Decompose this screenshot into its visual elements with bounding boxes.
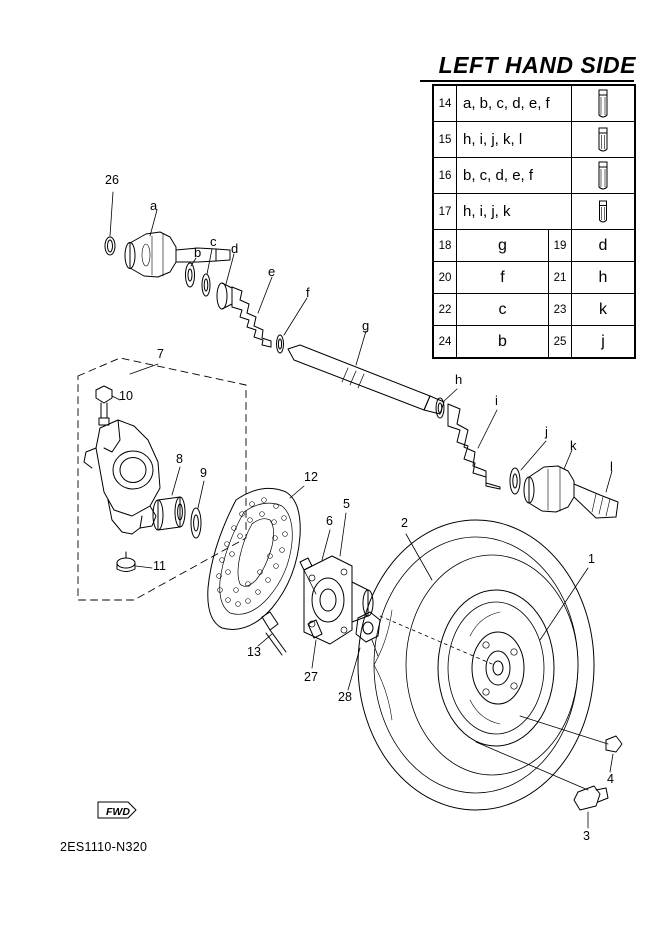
collar-8 [153, 467, 185, 530]
callout-28: 28 [338, 690, 352, 704]
legend-number: 16 [434, 158, 457, 194]
valve-stem-3 [476, 716, 608, 828]
callout-f: f [306, 285, 310, 300]
ball-joint-10 [96, 386, 120, 425]
legend-label: h, i, j, k [457, 194, 572, 230]
wheel-rim-1 [438, 568, 588, 746]
legend-label: h, i, j, k, l [457, 122, 572, 158]
legend-number: 15 [434, 122, 457, 158]
callout-6: 6 [326, 514, 333, 528]
legend-number: 21 [549, 262, 572, 294]
callout-9: 9 [200, 466, 207, 480]
callout-b: b [194, 245, 202, 260]
clamp-d [217, 254, 234, 309]
legend-label: j [572, 326, 635, 358]
bolt-13 [258, 612, 286, 655]
clamp-j [510, 441, 546, 494]
legend-number: 20 [434, 262, 457, 294]
callout-g: g [362, 318, 370, 333]
fwd-badge [96, 800, 138, 828]
callout-j: j [545, 424, 548, 439]
legend-number: 17 [434, 194, 457, 230]
tire-2 [358, 520, 594, 810]
callout-d: d [231, 241, 239, 256]
legend-label: d [572, 230, 635, 262]
callout-10: 10 [119, 389, 133, 403]
callout-c: c [210, 234, 217, 249]
clamp-f [277, 298, 308, 353]
legend-label: a, b, c, d, e, f [457, 86, 572, 122]
brake-disc-12 [208, 486, 304, 629]
callout-a: a [150, 198, 158, 213]
legend-label: f [457, 262, 549, 294]
valve-nut-4 [606, 736, 622, 772]
legend-label: k [572, 294, 635, 326]
callout-12: 12 [304, 470, 318, 484]
drive-shaft-g [288, 331, 444, 414]
callout-13: 13 [247, 645, 261, 659]
legend-label: b [457, 326, 549, 358]
callout-5: 5 [343, 497, 350, 511]
cv-joint-inner-k [524, 450, 574, 512]
legend-number: 24 [434, 326, 457, 358]
cv-boot-e [232, 277, 272, 347]
legend-label: g [457, 230, 549, 262]
legend-number: 22 [434, 294, 457, 326]
callout-3: 3 [583, 829, 590, 843]
part-code: 2ES1110-N320 [60, 840, 148, 854]
washer-9 [191, 481, 204, 538]
legend-number: 18 [434, 230, 457, 262]
callout-4: 4 [607, 772, 614, 786]
cv-boot-i [448, 404, 500, 489]
legend-number: 23 [549, 294, 572, 326]
wheel-stud-27 [300, 558, 322, 668]
legend-label: c [457, 294, 549, 326]
fastener-11 [117, 552, 152, 572]
callout-8: 8 [176, 452, 183, 466]
callout-i: i [495, 393, 498, 408]
circlip-c [202, 249, 212, 296]
callout-h: h [455, 372, 463, 387]
legend-number: 14 [434, 86, 457, 122]
callout-27: 27 [304, 670, 318, 684]
legend-label: h [572, 262, 635, 294]
callout-l: l [610, 459, 613, 474]
legend-label: b, c, d, e, f [457, 158, 572, 194]
callout-e: e [268, 264, 276, 279]
callout-2: 2 [401, 516, 408, 530]
castle-nut-28 [348, 612, 380, 690]
callout-11: 11 [153, 559, 166, 573]
legend-number: 19 [549, 230, 572, 262]
callout-26: 26 [105, 173, 119, 187]
legend-number: 25 [549, 326, 572, 358]
page-title: LEFT HAND SIDE [438, 52, 636, 78]
splined-shaft-l [574, 471, 618, 518]
fwd-label: FWD [106, 806, 130, 818]
callout-7: 7 [157, 347, 164, 361]
callout-1: 1 [588, 552, 595, 566]
callout-k: k [570, 438, 577, 453]
steering-knuckle-7 [84, 420, 160, 534]
